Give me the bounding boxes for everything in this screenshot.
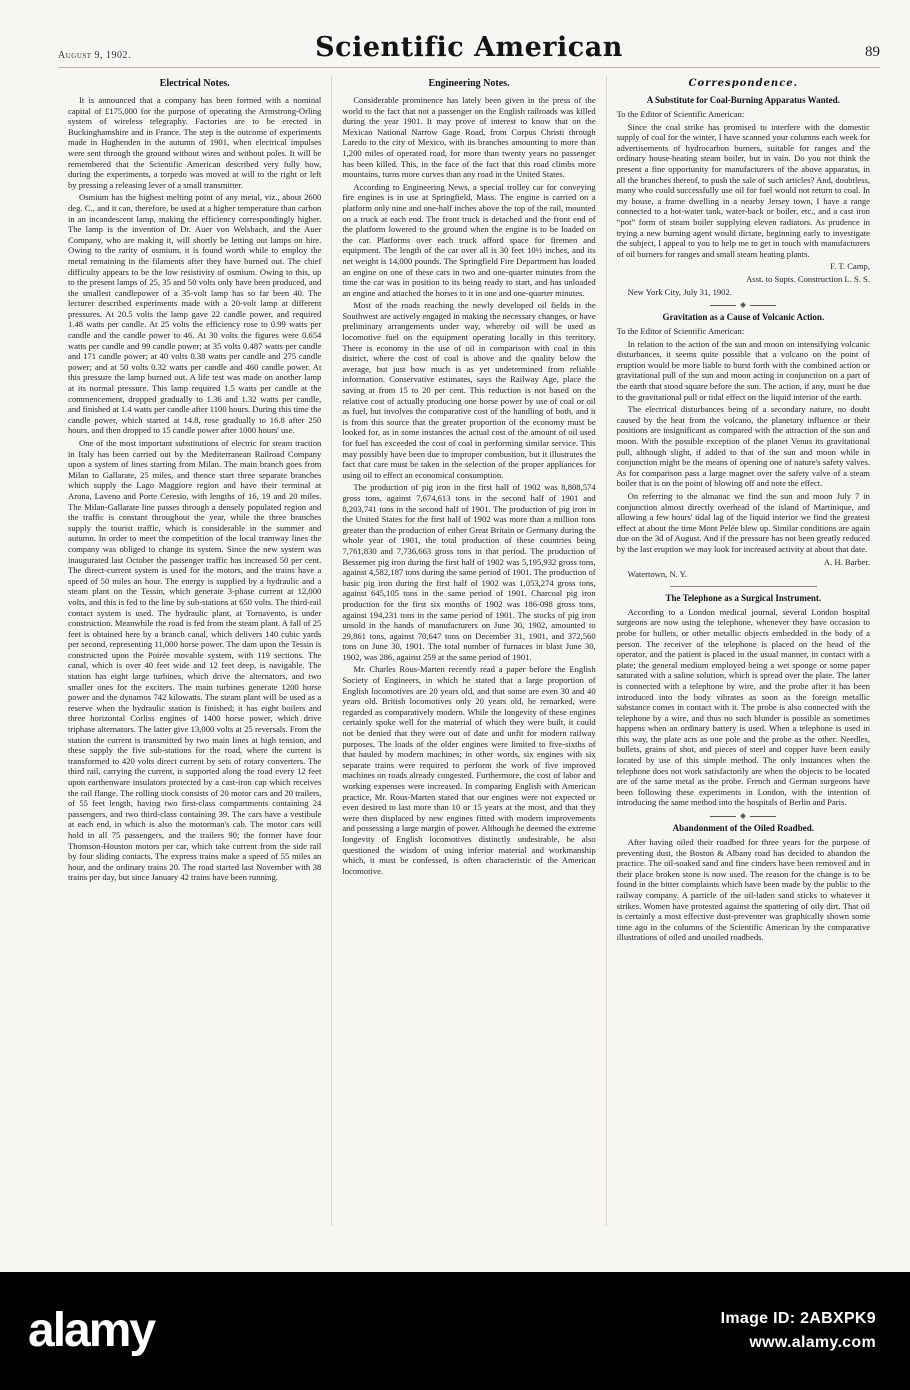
paragraph: The production of pig iron in the first half of 1902 was 8,808,574 gross tons, against 7,674,613 tons in the second half of 1901 and 8,203,741 tons in the second half of 1901. The production of pig iron in the United States for the first half of 1902 was more than a million tons greater than the production of either Great Britain or Germany during the whole year of 1901, the total production of these countries being 7,761,830 and 7,736,663 gross tons in that period. The production of Bessemer pig iron during the first half of 1902 was 5,195,932 gross tons, against 4,582,187 tons during the same period of 1901. The production of basic pig iron during the first half of 1902 was 1,053,274 gross tons, against 645,105 tons in the same period of 1901. Charcoal pig iron production for the first six months of 1902 was 186-098 gross tons, against 194,231 tons in the same period of 1901. The stocks of pig iron unsold in the hands of manufacturers on June 30, 1902, amounted to 29,861 tons, against 70,647 tons on December 31, 1901, and 372,560 tons on June 30, 1901. The total number of furnaces in blast June 30, 1902, was 286, against 259 at the same period of 1901. [342,482,596,662]
letter-signature: A. H. Barber. [823,556,870,567]
column-engineering-notes [331,76,605,1226]
alamy-logo: alamy [28,1304,155,1357]
issue-date: August 9, 1902. [58,50,132,61]
paragraph: One of the most important substitutions of electric for steam traction in Italy has been carried out by the Mediterranean Railroad Company upon a system of lines starting from Milan. The main branch goes from Milan to Gallarate, 25 miles, and thence start three separate branches which supply the Lago Maggiore region and have their terminal at Arona, Laveno and Porte Ceresio, with lengths of 16, 19 and 20 miles. The Milan-Gallarate line passes through a densely populated region and the traffic is constant throughout the year, while the three branches supply the tourist traffic, which is considerable in the summer and autumn. In order to meet the competition of the local tramway lines the company was obliged to change its system. Since the new system was inaugurated last October the passenger traffic has increased 50 per cent. The direct-current system is used for the motors, and the trains have a speed of 50 miles an hour. The energy is supplied by a hydraulic and a steam plant on the Tessin, which generate 3-phase current at 12,000 volts, and this is fed to the line by sub-stations at 650 volts. The third-rail contact system is used. The hydraulic plant, at Tornavento, is under construction. Meanwhile the road is fed from the steam plant. A fall of 25 feet is obtained here by a branch canal, which delivers 140 cubic yards per second, representing 11,000 horse power. The dam upon the Tessin is constructed upon the Poirée movable system, with 119 sections. The canal, which is over 40 feet wide and 12 feet deep, is navigable. The station has eight large turbines, which drive the alternators, and two smaller ones for the exciters. The main turbines generate 1200 horse power and the dynamos 742 kilowatts. The steam plant will be used as a reserve when the hydraulic station is finished; it has eight boilers and three horizontal Corliss engines of 1400 horse power, which drive triphase alternators. The latter give 13,000 volts at 25 reversals. From the station the current is transmitted by two main lines at high tension, and these supply the five sub-stations for the road, where the current is transformed to 420 volts direct current by sets of rotary converters. The third rail, carrying the current, is supported along the road every 12 feet upon earthenware insulators protected by a cast-iron cap which receives the rail flange. The rolling stock consists of 20 motor cars and 20 trailers, of 55 feet length, having two first-class compartments containing 24 passengers, and two third-class containing 39. The cars have a vestibule at each end, in which is also the motorman's cab. The motor cars will hold in all 75 passengers, and the trailers 90; the former have four Thomson-Houston motors per car, which take current from the side rail by four sliding contacts. The express trains make a speed of 55 miles an hour, and the ordinary trains 20. The road started last November with 38 trains per day, but since January 42 trains have been running. [68,438,322,883]
paragraph: Since the coal strike has promised to interfere with the domestic supply of coal for the winter, I have scanned your columns each week for advertisements of hydrocarbon burners, suitable for ranges and the ordinary house-heating steam boiler, but in vain. Do you not think the present a fine opportunity for manufacturers of the above apparatus, in all the branches thereof, to push the sale of such articles? And, doubtless, many who could successfully use oil for fuel would not return to coal. In my house, a frame dwelling in a nearby Jersey town, I have a range connected to a hot-water tank, water-back or boiler, etc., and a cast iron “pot” form of steam boiler supplying eleven radiators. As prudence in trying a new burning agent would dictate, beginning early to investigate the subject, I appeal to you to help me to get in touch with manufacturers of oil burners for ranges and small steam heating plants. [616,121,870,259]
paragraph: Most of the roads reaching the newly developed oil fields in the Southwest are actively engaged in making the necessary changes, or have preliminary arrangements under way, whereby oil will be used as locomotive fuel on the equipment operating locally in this territory. There is economy in the use of oil in comparison with coal in this district, where the cost of coal is above and the quality below the average, but just how much is as yet undetermined from reliable information. Conservative estimates, says the Railway Age, place the saving at from 15 to 20 per cent. This reduction is not based on the relative cost of actually producing one horse power by use of coal or oil as fuel, but involves the comparative cost of the handling of both, and it is from this source that the greater proportion of the economy must be looked for, as in some instances the actual cost of the amount of oil used for fuel has exceeded the cost of coal in performing similar service. This may possibly have been due to improper combustion, but it illustrates the fact that care must be taken in the selection of the proper appliances for using oil to effect an economical consumption. [342,300,596,480]
image-id-label: Image ID: 2ABXPK9 [720,1310,876,1327]
letter-dateline: New York City, July 31, 1902. [627,286,732,297]
alamy-watermark-bar [0,1272,910,1390]
paragraph: Osmium has the highest melting point of any metal, viz., about 2600 deg. C., and it can, therefore, be used at a higher temperature than carbon in an incandescent lamp, making the efficiency correspondingly higher. The lamp is the invention of Dr. Auer von Welsbach, and the Auer Company, who are making it, will shortly be letting out lamps on hire. Owing to the rarity of osmium, it is found worth while to employ the metal remaining in the filaments after they have burned out. The chief difficulty appears to be the low resistivity of osmium. Owing to this, up to the present lamps of 25, 35 and 50 volts only have been produced, and the smallest candlepower of a 35-volt lamp has so far been 40. The lecturer described experiments made with a 20-volt lamp at different pressures. At 20.5 volts the lamp gave 22 candle power, and required 1.48 watts per candle. At 25 volts the efficiency rose to 0.99 watts per candle and the candle power to 46. At 30 volts the figures were 0.654 watts per candle and 99 candle power; at 35 volts 0.487 watts per candle and 171 candle power; at 40 volts 0.38 watts per candle and 275 candle power; and at 50 volts 0.32 watts per candle and 460 candle power. At this pressure the lamp burned out. A life test was made on another lamp at its normal pressure. This lamp required 1.5 watts per candle at the commencement, dropped gradually to 1.36 and 1.32 watts per candle, and finished at 1.4 watts per candle after 1100 hours. During this time the candle power, which started at 14.8, rose gradually to 16.8 after 250 hours, and then dropped to 15 candle power after 1000 hours' use. [68,192,322,436]
page-title: Scientific American [315,32,623,63]
paragraph: In relation to the action of the sun and moon on intensifying volcanic disturbances, it seems quite possible that a volcano on the point of eruption would be more liable to burst forth with the combined action or gravitational pull of the sun and moon acting in conjunction on a part of the earth that stood square before the sun. The action, if any, must be due to the gravitational pull or tidal effect on the liquid interior of the earth. [616,338,870,402]
section-ornament-divider [617,814,870,818]
engineering-notes-heading: Engineering Notes. [428,78,510,89]
paragraph: Considerable prominence has lately been given in the press of the world to the fact that not a passenger on the English railroads was killed during the year 1901. It may prove of interest to know that on the Mexican National Narrow Gage Road, from Corpus Christi through Laredo to the city of Mexico, with its branches amounting to more than 1,200 miles of operated road, for more than twenty years no passenger has been killed. This, in the face of the fact that this road climbs more mountains, turns more curves than any road in the United States. [342,95,596,180]
paragraph: On referring to the almanac we find the sun and moon July 7 in conjunction almost directly overhead of the island of Martinique, and allowing a few hours' tidal lag of the liquid interior we find the greatest effect at about the time Mont Pelée blew up. Similar conditions are again due on the 3d of August. And if the pressure has not been greatly reduced by the last eruption we may look for increased activity at about that date. [616,491,870,554]
column-electrical-notes [58,76,331,1226]
letter-salutation: To the Editor of Scientific American: [616,326,745,337]
alamy-url: www.alamy.com [749,1334,876,1351]
section-divider [670,586,817,587]
paragraph: Mr. Charles Rous-Marten recently read a paper before the English Society of Engineers, in which he stated that a large proportion of English locomotives are 20 years old, and that some are even 30 and 40 years old. British locomotives only 20 years old, he remarked, were regarded as comparatively modern. While the longevity of these engines certainly spoke well for the material of which they were built, it could not be denied that they were out of date and unfit for modern railway purposes. The loads of the older engines were limited to five-sixths of that hauled by modern machines; in other words, six engines with six separate trains were required to perform the work of five improved machines on roads already congested. Furthermore, the cost of labor and working expenses were increased. In comparing English with American practice, Mr. Rous-Marten stated that our engines were not expected or even desired to last more than 10 or 15 years at the most, and that they were then displaced by new engines fitted with modern improvements and possessing a large margin of power. Although he deemed the extreme longevity of English locomotives distinctly undesirable, he also questioned the wisdom of using inferior material and workmanship which, it must be confessed, is often characteristic of the American locomotive. [342,664,596,876]
letter-salutation: To the Editor of Scientific American: [616,109,745,119]
article-columns [58,76,880,1226]
letter-title: A Substitute for Coal-Burning Apparatus Wanted. [646,95,840,105]
page-number: 89 [865,44,880,60]
section-ornament-divider [617,303,870,307]
letter-dateline: Watertown, N. Y. [627,569,687,580]
paragraph: According to a London medical journal, several London hospital surgeons are now using the telephone, whenever they have occasion to probe for bullets, or other metallic objects embedded in the body of a person. The receiver of the telephone is placed on the head of the operator, and the patient is placed in the usual manner, in contact with a plate; the general medium employed being a wet sponge or some paper saturated with a saline solution, which is spread over the plate. The latter is connected with a telephone by wire, and the probe after it has been introduced into the body vibrates as soon as the foreign metallic substance comes in contact with it. The probe is also connected with the telephone by a wire, and thus no such blunder is possible as sometimes happens when an ordinary battery is used. When a telephone is used in this way, the plate acts as one pole and the probe as the other. Needles, bullets, grains of shot, and pieces of steel and copper have been easily located by use of this simple method. The only instances when the telephone does not work satisfactorily are when the objects to be located are of the same metal as the probe. French and German surgeons have been following these experiments in London, with the intention of introducing the same method into the hospitals of Berlin and Paris. [616,606,870,808]
column-correspondence [606,76,880,1226]
masthead-rule [58,67,880,68]
letter-signature-title: Asst. to Supts. Construction L. S. S. [746,273,870,284]
paragraph: After having oiled their roadbed for three years for the purpose of preventing dust, the Boston & Albany road has decided to abandon the practice. The oil-soaked sand and fine cinders have been removed and in their place broken stone is now used. The reason for the change is to be found in the bitter complaints which have been made by the public to the railway company. A particle of the oil-laden sand sticks to whatever it strikes. Women have protested against the spattering of oily dirt. That oil is certainly a most effective dust-preventer was graphically shown some time ago in the columns of the Scientific American by the comparative illustrations of oiled and unoiled roadbeds. [616,837,870,943]
paragraph: It is announced that a company has been formed with a nominal capital of £175,000 for the purpose of operating the Armstrong-Orling system of wireless telegraphy. Factories are to be erected in Buckinghamshire and in France. The step is the outcome of experiments made in Hughenden in the autumn of 1901, when electrical impulses were sent through the ground without wires and without poles. It will be remembered that the Scientific American described very fully how, during the experiments, a torpedo was moved at will to the right or left by pressing a releasing lever of a small transmitter. [68,95,322,190]
letter-title: Gravitation as a Cause of Volcanic Action. [662,312,825,323]
masthead [58,34,880,67]
alamy-meta [721,1310,876,1352]
article-title: The Telephone as a Surgical Instrument. [665,592,822,603]
paragraph: According to Engineering News, a special trolley car for conveying fire engines is in use at Springfield, Mass. The engine is carried on a platform only nine and one-half inches above the top of the rail, mounted on a truck at each end. The front truck is detached and the front end of the platform lowered to the ground when the engine is to be loaded on the car. Platforms over each truck afford space for firemen and equipment. The length of the car over all is 30 feet 10½ inches, and its net weight is 14,000 pounds. The Springfield Fire Department has loaded an engine on one of these cars in two and one-quarter minutes from the time the car was in position to its being ready to start, and has unloaded an engine and attached the horses to it in one and one-quarter minutes. [342,181,596,298]
correspondence-heading: Correspondence. [688,78,799,89]
letter-signature: F. T. Camp, [830,261,870,272]
electrical-notes-heading: Electrical Notes. [159,78,230,89]
paragraph: The electrical disturbances being of a secondary nature, no doubt caused by the heat from the volcano, the planetary influence or their positions are insignificant as compared with the attraction of the sun and moon. With the possible exception of the planet Venus its gravitational pull, although slight, if added to that of the sun and moon while in conjunction might be the means of opening one of nature's safety valves. As for comparison pass a large magnet over the safety valve of a steam boiler that is on the point of blowing off and note the effect. [616,404,870,489]
article-title: Abandonment of the Oiled Roadbed. [672,823,814,834]
